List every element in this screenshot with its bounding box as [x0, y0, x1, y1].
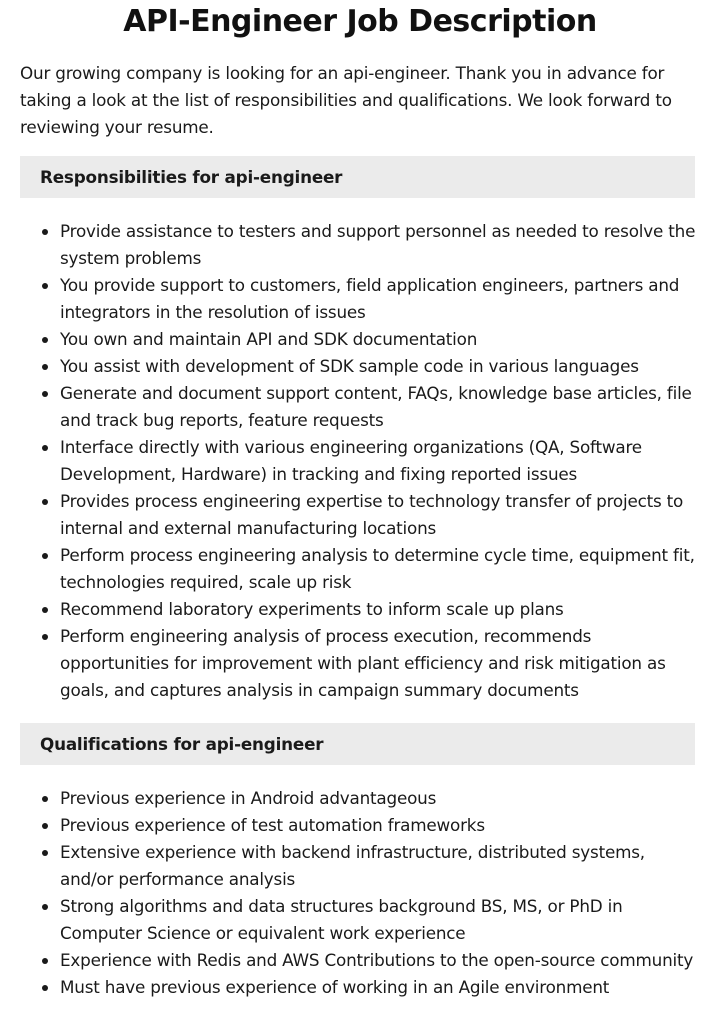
- bullet-icon: [42, 364, 48, 370]
- list-item: [60, 839, 702, 893]
- bullet-icon: [42, 823, 48, 829]
- bullet-icon: [42, 850, 48, 856]
- list-item: [60, 272, 702, 326]
- bullet-icon: [42, 283, 48, 289]
- list-item: [60, 812, 702, 839]
- list-item-text: Generate and document support content, FAQs, knowledge base articles, file and track bug reports, feature requests: [60, 383, 692, 430]
- bullet-icon: [42, 796, 48, 802]
- list-item-text: Perform engineering analysis of process execution, recommends opportunities for improvement with plant efficiency and risk mitigation as goals, and captures analysis in campaign summary documents: [60, 626, 666, 700]
- list-item: [60, 893, 702, 947]
- list-item: [60, 353, 702, 380]
- bullet-icon: [42, 445, 48, 451]
- list-item-text: Perform process engineering analysis to determine cycle time, equipment fit, technologies required, scale up risk: [60, 545, 695, 592]
- list-item-text: Previous experience in Android advantageous: [60, 788, 437, 808]
- list-item-text: You assist with development of SDK sample code in various languages: [60, 356, 639, 376]
- list-item: [60, 488, 702, 542]
- bullet-icon: [42, 634, 48, 640]
- list-item-text: Experience with Redis and AWS Contributions to the open-source community: [60, 950, 694, 970]
- list-item-text: Strong algorithms and data structures background BS, MS, or PhD in Computer Science or equivalent work experience: [60, 896, 623, 943]
- bullet-icon: [42, 499, 48, 505]
- list-item-text: Previous experience of test automation frameworks: [60, 815, 485, 835]
- list-item: [60, 785, 702, 812]
- list-item-text: Interface directly with various engineering organizations (QA, Software Development, Hardware) in tracking and fixing reported issues: [60, 437, 642, 484]
- bullet-icon: [42, 985, 48, 991]
- qualifications-list: [0, 785, 720, 1001]
- list-item-text: Must have previous experience of working in an Agile environment: [60, 977, 610, 997]
- list-item: [60, 947, 702, 974]
- list-item: [60, 542, 702, 596]
- bullet-icon: [42, 607, 48, 613]
- bullet-icon: [42, 337, 48, 343]
- bullet-icon: [42, 229, 48, 235]
- intro-paragraph: Our growing company is looking for an api-engineer. Thank you in advance for taking a look at the list of responsibilities and qualifications. We look forward to reviewing your resume.: [20, 63, 672, 137]
- list-item-text: Recommend laboratory experiments to inform scale up plans: [60, 599, 564, 619]
- page-title: API-Engineer Job Description: [123, 4, 597, 39]
- list-item: [60, 596, 702, 623]
- list-item: [60, 218, 702, 272]
- list-item: [60, 623, 702, 704]
- bullet-icon: [42, 958, 48, 964]
- list-item: [60, 974, 702, 1001]
- bullet-icon: [42, 904, 48, 910]
- responsibilities-list: [0, 218, 720, 704]
- list-item-text: Provides process engineering expertise to technology transfer of projects to internal and external manufacturing locations: [60, 491, 684, 538]
- list-item: [60, 380, 702, 434]
- list-item-text: You provide support to customers, field application engineers, partners and integrators in the resolution of issues: [60, 275, 680, 322]
- list-item: [60, 434, 702, 488]
- list-item-text: Provide assistance to testers and support personnel as needed to resolve the system problems: [60, 221, 696, 268]
- bullet-icon: [42, 391, 48, 397]
- responsibilities-heading: Responsibilities for api-engineer: [20, 156, 695, 198]
- list-item-text: Extensive experience with backend infrastructure, distributed systems, and/or performance analysis: [60, 842, 645, 889]
- list-item-text: You own and maintain API and SDK documentation: [60, 329, 478, 349]
- list-item: [60, 326, 702, 353]
- bullet-icon: [42, 553, 48, 559]
- qualifications-heading: Qualifications for api-engineer: [20, 723, 695, 765]
